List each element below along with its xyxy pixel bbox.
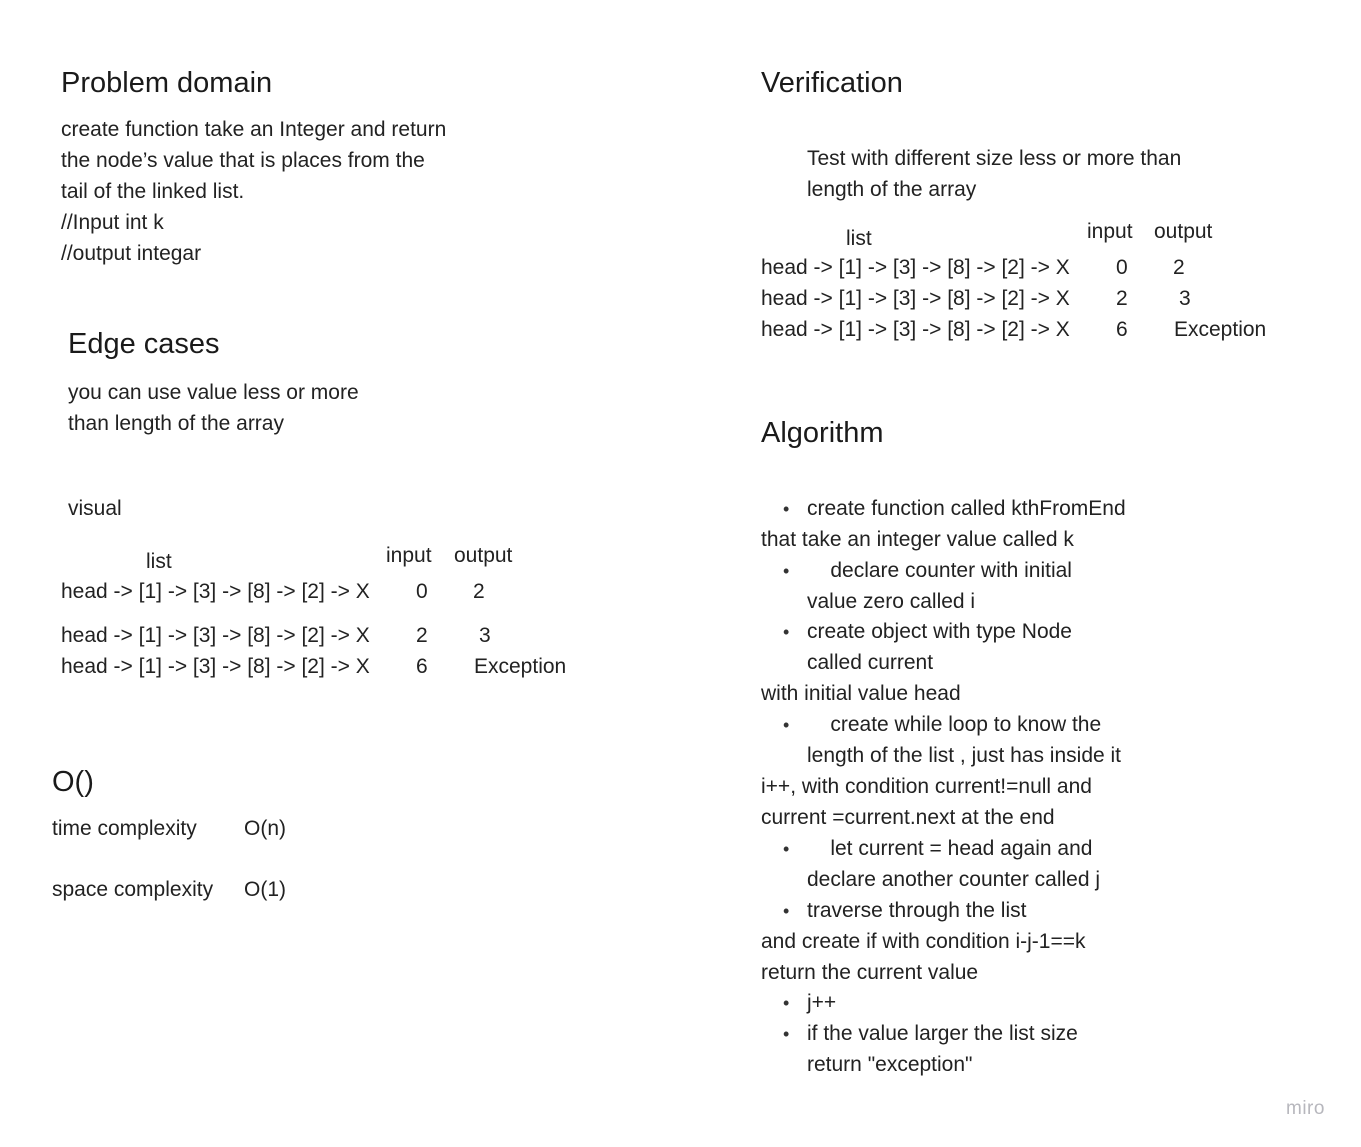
algorithm-line: if the value larger the list size bbox=[807, 1022, 1078, 1045]
algorithm-line: let current = head again and bbox=[807, 837, 1093, 860]
problem-domain-title: Problem domain bbox=[61, 67, 273, 99]
visual-label: visual bbox=[68, 497, 122, 520]
verification-table-row-input: 0 bbox=[1116, 256, 1128, 279]
verification-table-row-output: Exception bbox=[1174, 318, 1267, 341]
verification-table-row-list: head -> [1] -> [3] -> [8] -> [2] -> X bbox=[761, 287, 1070, 310]
bullet-icon: • bbox=[783, 993, 790, 1013]
bullet-icon: • bbox=[783, 561, 790, 581]
edge-cases-text bbox=[68, 377, 359, 439]
verification-line: Test with different size less or more than bbox=[807, 147, 1182, 170]
verification-table-row-output: 2 bbox=[1173, 256, 1185, 279]
verification-table-row-list: head -> [1] -> [3] -> [8] -> [2] -> X bbox=[761, 256, 1070, 279]
algorithm-line: declare counter with initial bbox=[807, 559, 1072, 582]
edge-table-row-input: 6 bbox=[416, 655, 428, 678]
algorithm-line: called current bbox=[807, 651, 934, 674]
space-complexity-label: space complexity bbox=[52, 878, 214, 901]
algorithm-line: length of the list , just has inside it bbox=[807, 744, 1122, 767]
algorithm-line: return the current value bbox=[761, 961, 979, 984]
edge-table-row-input: 0 bbox=[416, 580, 428, 603]
edge-cases-line: than length of the array bbox=[68, 412, 284, 435]
miro-logo: miro bbox=[1286, 1098, 1325, 1119]
algorithm-line: that take an integer value called k bbox=[761, 528, 1074, 551]
algorithm-line: and create if with condition i-j-1==k bbox=[761, 930, 1086, 953]
verification-table-row-input: 6 bbox=[1116, 318, 1128, 341]
algorithm-line: traverse through the list bbox=[807, 899, 1027, 922]
algorithm-line: value zero called i bbox=[807, 590, 976, 613]
algorithm-title: Algorithm bbox=[761, 417, 884, 449]
complexity-title: O() bbox=[52, 766, 94, 798]
problem-domain-line: tail of the linked list. bbox=[61, 180, 245, 203]
edge-cases-line: you can use value less or more bbox=[68, 381, 359, 404]
algorithm-line: i++, with condition current!=null and bbox=[761, 775, 1092, 798]
bullet-icon: • bbox=[783, 622, 790, 642]
edge-cases-title: Edge cases bbox=[68, 328, 220, 360]
verification-table-header-list: list bbox=[846, 227, 872, 250]
verification-table-header-input: input bbox=[1087, 220, 1133, 243]
edge-table-row-list: head -> [1] -> [3] -> [8] -> [2] -> X bbox=[61, 655, 370, 678]
bullet-icon: • bbox=[783, 1024, 790, 1044]
verification-text bbox=[807, 143, 1181, 205]
edge-table-header-input: input bbox=[386, 544, 432, 567]
problem-domain-line: the node’s value that is places from the bbox=[61, 149, 425, 172]
algorithm-line: create object with type Node bbox=[807, 620, 1072, 643]
verification-table-row-output: 3 bbox=[1179, 287, 1191, 310]
edge-table-header-output: output bbox=[454, 544, 513, 567]
bullet-icon: • bbox=[783, 901, 790, 921]
bullet-icon: • bbox=[783, 499, 790, 519]
edge-table-row-list: head -> [1] -> [3] -> [8] -> [2] -> X bbox=[61, 624, 370, 647]
algorithm-line: create while loop to know the bbox=[807, 713, 1102, 736]
algorithm-line: j++ bbox=[807, 991, 837, 1014]
edge-table-header-list: list bbox=[146, 550, 172, 573]
bullet-icon: • bbox=[783, 839, 790, 859]
edge-table-row-output: 3 bbox=[479, 624, 491, 647]
problem-domain-line: //Input int k bbox=[61, 211, 164, 234]
edge-table-row-list: head -> [1] -> [3] -> [8] -> [2] -> X bbox=[61, 580, 370, 603]
algorithm-line: return "exception" bbox=[807, 1053, 973, 1076]
problem-domain-line: create function take an Integer and return bbox=[61, 118, 447, 141]
edge-table-row-input: 2 bbox=[416, 624, 428, 647]
algorithm-line: create function called kthFromEnd bbox=[807, 497, 1126, 520]
algorithm-line: declare another counter called j bbox=[807, 868, 1101, 891]
verification-line: length of the array bbox=[807, 178, 977, 201]
problem-domain-line: //output integar bbox=[61, 242, 202, 265]
edge-table-row-output: 2 bbox=[473, 580, 485, 603]
space-complexity-value: O(1) bbox=[244, 878, 286, 901]
algorithm-line: with initial value head bbox=[761, 682, 961, 705]
verification-table-row-list: head -> [1] -> [3] -> [8] -> [2] -> X bbox=[761, 318, 1070, 341]
verification-table-row-input: 2 bbox=[1116, 287, 1128, 310]
edge-table-row-output: Exception bbox=[474, 655, 567, 678]
bullet-icon: • bbox=[783, 715, 790, 735]
time-complexity-label: time complexity bbox=[52, 817, 197, 840]
verification-table-header-output: output bbox=[1154, 220, 1213, 243]
algorithm-line: current =current.next at the end bbox=[761, 806, 1055, 829]
problem-domain-text bbox=[61, 114, 446, 269]
time-complexity-value: O(n) bbox=[244, 817, 286, 840]
verification-title: Verification bbox=[761, 67, 903, 99]
